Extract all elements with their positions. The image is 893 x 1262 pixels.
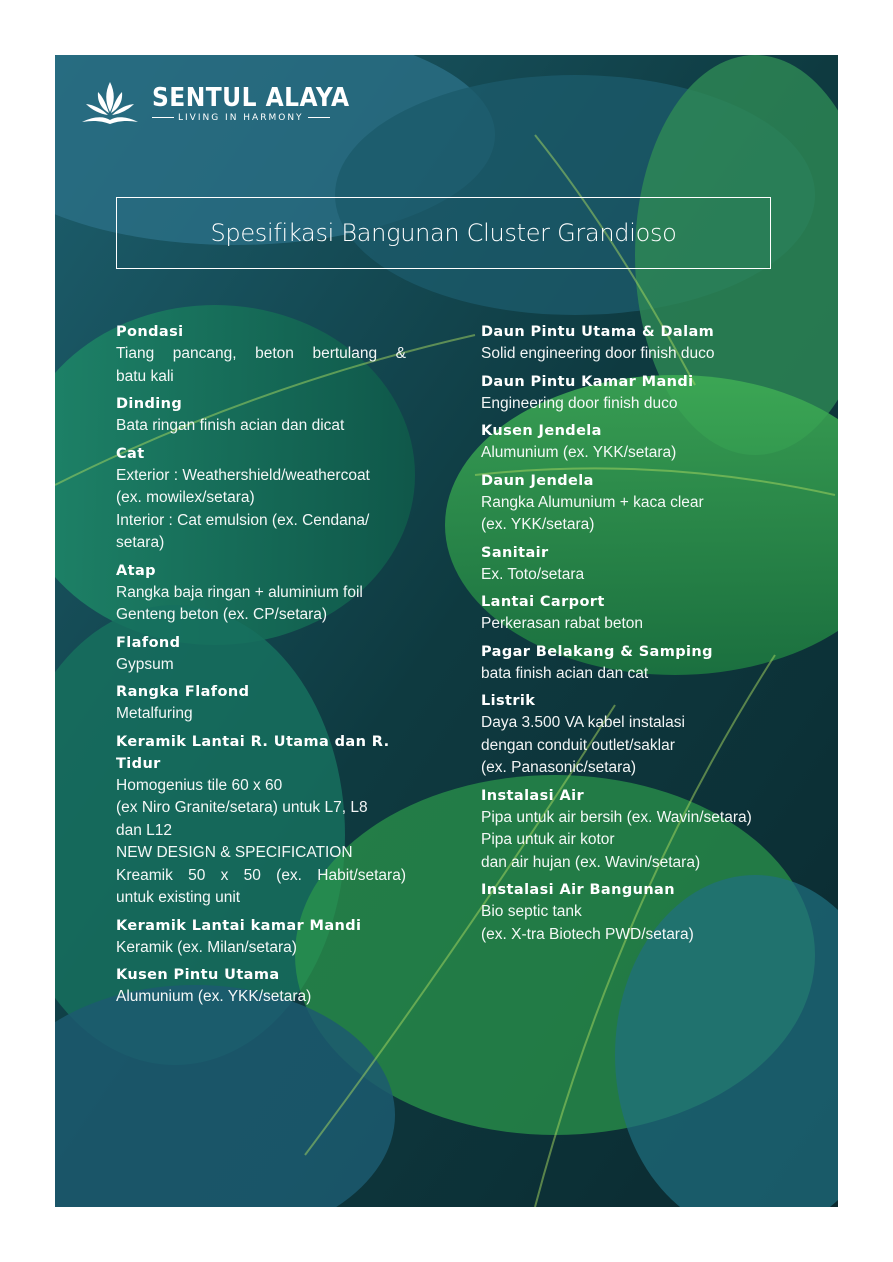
spec-detail: Rangka Alumunium + kaca clear <box>481 493 704 511</box>
spec-heading: Listrik <box>481 693 536 709</box>
spec-heading: Atap <box>116 562 156 579</box>
spec-detail: Pipa untuk air bersih (ex. Wavin/setara) <box>481 808 752 826</box>
spec-detail: Genteng beton (ex. CP/setara) <box>116 606 328 623</box>
spec-detail: Engineering door finish duco <box>481 394 678 412</box>
spec-heading: Pondasi <box>116 324 184 340</box>
spec-item <box>116 632 406 677</box>
spec-heading: Kusen Jendela <box>481 423 602 439</box>
spec-detail: dan air hujan (ex. Wavin/setara) <box>481 853 701 871</box>
spec-item <box>481 785 781 875</box>
brand-tagline: LIVING IN HARMONY <box>178 112 304 123</box>
spec-item <box>116 321 406 388</box>
sentul-alaya-logo <box>80 78 372 128</box>
spec-detail: Bio septic tank <box>481 903 582 920</box>
spec-item <box>481 321 781 366</box>
spec-detail: Exterior : Weathershield/weathercoat <box>116 466 370 484</box>
spec-item <box>116 681 406 726</box>
spec-item <box>481 470 781 537</box>
spec-detail: Alumunium (ex. YKK/setara) <box>481 444 677 461</box>
spec-heading: Daun Pintu Kamar Mandi <box>481 373 694 390</box>
spec-heading: Flafond <box>116 634 181 651</box>
spec-detail: untuk existing unit <box>116 889 241 906</box>
spec-detail: Perkerasan rabat beton <box>481 615 643 632</box>
spec-heading: Instalasi Air <box>481 787 585 804</box>
spec-detail: Interior : Cat emulsion (ex. Cendana/ <box>116 511 370 529</box>
spec-detail: (ex. X-tra Biotech PWD/setara) <box>481 925 694 943</box>
spec-detail: Keramik (ex. Milan/setara) <box>116 938 297 956</box>
spec-item <box>116 964 406 1009</box>
spec-item <box>481 879 781 946</box>
spec-detail: (ex. mowilex/setara) <box>116 489 255 506</box>
spec-detail: Pipa untuk air kotor <box>481 831 615 848</box>
spec-detail: batu kali <box>116 367 174 385</box>
spec-item <box>481 371 781 416</box>
spec-detail: Daya 3.500 VA kabel instalasi <box>481 714 685 731</box>
spec-detail: (ex. Panasonic/setara) <box>481 759 637 776</box>
spec-heading: Keramik Lantai kamar Mandi <box>116 917 362 934</box>
spec-detail: (ex Niro Granite/setara) untuk L7, L8 <box>116 799 368 816</box>
spec-detail: Homogenius tile 60 x 60 <box>116 776 283 794</box>
spec-detail: (ex. YKK/setara) <box>481 516 595 533</box>
spec-detail: Kreamik 50 x 50 (ex. Habit/setara) <box>116 866 406 884</box>
spec-detail: Tiang pancang, beton bertulang & <box>116 345 406 362</box>
spec-detail: NEW DESIGN & SPECIFICATION <box>116 844 353 861</box>
spec-item <box>116 731 406 910</box>
spec-column-left <box>116 321 406 1014</box>
spec-detail: Bata ringan finish acian dan dicat <box>116 417 345 434</box>
spec-detail: Solid engineering door finish duco <box>481 345 715 362</box>
spec-item <box>481 641 781 686</box>
spec-detail: Gypsum <box>116 655 174 673</box>
spec-detail: Alumunium (ex. YKK/setara) <box>116 988 312 1005</box>
spec-heading: Cat <box>116 445 145 462</box>
spec-heading: Kusen Pintu Utama <box>116 967 280 983</box>
spec-heading: Pagar Belakang & Samping <box>481 643 713 660</box>
spec-detail: Ex. Toto/setara <box>481 565 585 583</box>
spec-item <box>116 560 406 627</box>
spec-detail: Metalfuring <box>116 705 193 722</box>
spec-item <box>481 690 781 780</box>
spec-item <box>116 443 406 555</box>
spec-column-right <box>481 321 781 951</box>
spec-heading: Keramik Lantai R. Utama dan R. Tidur <box>116 733 390 772</box>
lotus-logo-icon <box>80 78 140 128</box>
title-box <box>116 197 771 269</box>
page-title: Spesifikasi Bangunan Cluster Grandioso <box>210 219 677 247</box>
spec-item <box>481 591 781 636</box>
spec-heading: Daun Pintu Utama & Dalam <box>481 324 715 340</box>
spec-detail: bata finish acian dan cat <box>481 664 649 682</box>
spec-heading: Dinding <box>116 396 183 412</box>
spec-detail: dengan conduit outlet/saklar <box>481 736 675 754</box>
spec-item <box>481 542 781 587</box>
spec-heading: Sanitair <box>481 544 549 561</box>
brand-name: SENTUL ALAYA <box>152 82 350 113</box>
spec-detail: Rangka baja ringan + aluminium foil <box>116 583 363 601</box>
spec-heading: Lantai Carport <box>481 594 605 610</box>
spec-detail: setara) <box>116 534 165 551</box>
spec-item <box>116 393 406 438</box>
spec-detail: dan L12 <box>116 821 173 839</box>
spec-heading: Rangka Flafond <box>116 684 250 700</box>
spec-heading: Instalasi Air Bangunan <box>481 882 675 898</box>
spec-item <box>481 420 781 465</box>
spec-heading: Daun Jendela <box>481 472 594 489</box>
spec-item <box>116 915 406 960</box>
